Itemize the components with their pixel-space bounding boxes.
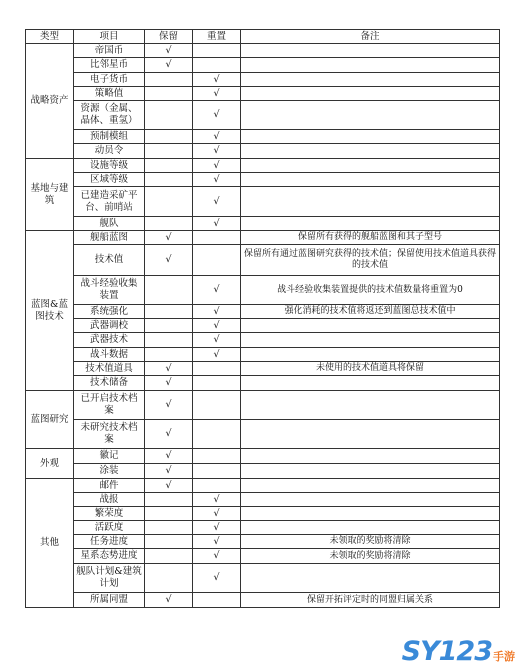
header-reset: 重置	[193, 30, 241, 44]
note-cell	[241, 564, 500, 593]
item-cell: 涂装	[74, 464, 145, 479]
reset-cell	[193, 464, 241, 479]
item-cell: 预制模组	[74, 130, 145, 144]
note-cell	[241, 507, 500, 521]
note-cell: 保留所有通过蓝图研究获得的技术值；保留使用技术值道具获得的技术值	[241, 245, 500, 276]
keep-cell	[145, 305, 193, 319]
header-keep: 保留	[145, 30, 193, 44]
item-cell: 所属同盟	[74, 593, 145, 608]
keep-cell	[145, 507, 193, 521]
reset-cell	[193, 362, 241, 376]
reset-cell	[193, 420, 241, 449]
reset-cell	[193, 449, 241, 464]
keep-check: √	[145, 44, 193, 58]
reset-check: √	[193, 87, 241, 101]
note-cell	[241, 217, 500, 231]
table-row	[26, 493, 500, 507]
table-row	[26, 391, 500, 420]
keep-check: √	[145, 593, 193, 608]
keep-cell	[145, 276, 193, 305]
item-cell: 资源（金属、晶体、重氢）	[74, 101, 145, 130]
note-cell	[241, 420, 500, 449]
note-cell	[241, 130, 500, 144]
item-cell: 徽记	[74, 449, 145, 464]
item-cell: 繁荣度	[74, 507, 145, 521]
item-cell: 已建造采矿平台、前哨站	[74, 187, 145, 217]
table-row	[26, 245, 500, 276]
header-row	[26, 30, 500, 44]
table-row	[26, 144, 500, 159]
keep-cell	[145, 564, 193, 593]
table-row	[26, 276, 500, 305]
reset-check: √	[193, 493, 241, 507]
item-cell: 技术值	[74, 245, 145, 276]
table-row	[26, 58, 500, 73]
keep-check: √	[145, 231, 193, 245]
reset-check: √	[193, 101, 241, 130]
table-row	[26, 449, 500, 464]
note-cell	[241, 58, 500, 73]
table-row	[26, 44, 500, 58]
item-cell: 技术值道具	[74, 362, 145, 376]
reset-check: √	[193, 130, 241, 144]
keep-cell	[145, 217, 193, 231]
table-row	[26, 87, 500, 101]
table-row	[26, 521, 500, 535]
note-cell: 未领取的奖励将清除	[241, 535, 500, 549]
table-row	[26, 348, 500, 362]
table-row	[26, 217, 500, 231]
keep-check: √	[145, 376, 193, 391]
note-cell	[241, 44, 500, 58]
table-row	[26, 159, 500, 173]
item-cell: 星系态势进度	[74, 549, 145, 564]
keep-check: √	[145, 479, 193, 493]
header-note: 备注	[241, 30, 500, 44]
reset-cell	[193, 391, 241, 420]
table-row	[26, 535, 500, 549]
table-row	[26, 464, 500, 479]
reset-cell	[193, 479, 241, 493]
type-cell: 基地与建筑	[26, 159, 74, 231]
reset-check: √	[193, 217, 241, 231]
note-cell: 未领取的奖励将清除	[241, 549, 500, 564]
watermark-sub: 手游	[493, 650, 515, 663]
reset-check: √	[193, 187, 241, 217]
table-row	[26, 376, 500, 391]
keep-cell	[145, 130, 193, 144]
note-cell	[241, 493, 500, 507]
keep-cell	[145, 144, 193, 159]
note-cell: 强化消耗的技术值将返还到蓝图总技术值中	[241, 305, 500, 319]
item-cell: 任务进度	[74, 535, 145, 549]
item-cell: 舰队	[74, 217, 145, 231]
item-cell: 动员令	[74, 144, 145, 159]
table-row	[26, 593, 500, 608]
item-cell: 战报	[74, 493, 145, 507]
table-row	[26, 101, 500, 130]
keep-cell	[145, 73, 193, 87]
reset-check: √	[193, 564, 241, 593]
note-cell	[241, 159, 500, 173]
keep-cell	[145, 187, 193, 217]
note-cell	[241, 144, 500, 159]
table-row	[26, 173, 500, 187]
reset-check: √	[193, 333, 241, 348]
item-cell: 活跃度	[74, 521, 145, 535]
note-cell	[241, 449, 500, 464]
item-cell: 武器调校	[74, 319, 145, 333]
table-row	[26, 73, 500, 87]
type-cell: 其他	[26, 479, 74, 608]
note-cell	[241, 521, 500, 535]
reset-cell	[193, 231, 241, 245]
watermark-main: SY123	[401, 636, 492, 667]
item-cell: 电子货币	[74, 73, 145, 87]
item-cell: 战斗数据	[74, 348, 145, 362]
note-cell	[241, 101, 500, 130]
item-cell: 策略值	[74, 87, 145, 101]
item-cell: 武器技术	[74, 333, 145, 348]
reset-check: √	[193, 521, 241, 535]
note-cell	[241, 319, 500, 333]
note-cell	[241, 173, 500, 187]
note-cell: 战斗经验收集装置提供的技术值数量将重置为0	[241, 276, 500, 305]
reset-cell	[193, 593, 241, 608]
keep-check: √	[145, 464, 193, 479]
table-row	[26, 231, 500, 245]
item-cell: 帝国币	[74, 44, 145, 58]
reset-cell	[193, 245, 241, 276]
type-cell: 战略资产	[26, 44, 74, 159]
reset-check: √	[193, 144, 241, 159]
keep-cell	[145, 521, 193, 535]
keep-check: √	[145, 58, 193, 73]
reset-check: √	[193, 276, 241, 305]
table-row	[26, 187, 500, 217]
reset-cell	[193, 44, 241, 58]
item-cell: 邮件	[74, 479, 145, 493]
note-cell	[241, 187, 500, 217]
keep-check: √	[145, 420, 193, 449]
keep-cell	[145, 493, 193, 507]
keep-cell	[145, 333, 193, 348]
item-cell: 战斗经验收集装置	[74, 276, 145, 305]
keep-check: √	[145, 245, 193, 276]
keep-check: √	[145, 449, 193, 464]
table-row	[26, 479, 500, 493]
header-item: 项目	[74, 30, 145, 44]
note-cell	[241, 464, 500, 479]
table-row	[26, 564, 500, 593]
item-cell: 设施等级	[74, 159, 145, 173]
table-row	[26, 420, 500, 449]
note-cell	[241, 348, 500, 362]
table-row	[26, 130, 500, 144]
type-cell: 外观	[26, 449, 74, 479]
note-cell	[241, 479, 500, 493]
note-cell: 未使用的技术值道具将保留	[241, 362, 500, 376]
keep-cell	[145, 535, 193, 549]
table-row	[26, 305, 500, 319]
item-cell: 比邻星币	[74, 58, 145, 73]
note-cell: 保留所有获得的舰船蓝图和其子型号	[241, 231, 500, 245]
note-cell	[241, 87, 500, 101]
reset-rules-table	[25, 29, 500, 608]
keep-check: √	[145, 362, 193, 376]
table-row	[26, 362, 500, 376]
item-cell: 系统强化	[74, 305, 145, 319]
reset-check: √	[193, 348, 241, 362]
reset-cell	[193, 376, 241, 391]
keep-cell	[145, 159, 193, 173]
item-cell: 未研究技术档案	[74, 420, 145, 449]
note-cell: 保留开拓评定时的同盟归属关系	[241, 593, 500, 608]
keep-cell	[145, 173, 193, 187]
reset-check: √	[193, 549, 241, 564]
item-cell: 技术储备	[74, 376, 145, 391]
note-cell	[241, 391, 500, 420]
item-cell: 已开启技术档案	[74, 391, 145, 420]
keep-cell	[145, 101, 193, 130]
keep-cell	[145, 549, 193, 564]
table-row	[26, 319, 500, 333]
reset-cell	[193, 58, 241, 73]
type-cell: 蓝图&蓝图技术	[26, 231, 74, 391]
header-type: 类型	[26, 30, 74, 44]
type-cell: 蓝图研究	[26, 391, 74, 449]
item-cell: 区域等级	[74, 173, 145, 187]
keep-cell	[145, 87, 193, 101]
reset-check: √	[193, 73, 241, 87]
table-row	[26, 507, 500, 521]
table-row	[26, 333, 500, 348]
reset-check: √	[193, 159, 241, 173]
note-cell	[241, 333, 500, 348]
note-cell	[241, 376, 500, 391]
keep-check: √	[145, 391, 193, 420]
keep-cell	[145, 348, 193, 362]
reset-check: √	[193, 535, 241, 549]
item-cell: 舰队计划&建筑计划	[74, 564, 145, 593]
reset-check: √	[193, 173, 241, 187]
keep-cell	[145, 319, 193, 333]
reset-check: √	[193, 319, 241, 333]
table-row	[26, 549, 500, 564]
item-cell: 舰船蓝图	[74, 231, 145, 245]
note-cell	[241, 73, 500, 87]
reset-check: √	[193, 507, 241, 521]
reset-check: √	[193, 305, 241, 319]
site-watermark	[402, 636, 515, 667]
